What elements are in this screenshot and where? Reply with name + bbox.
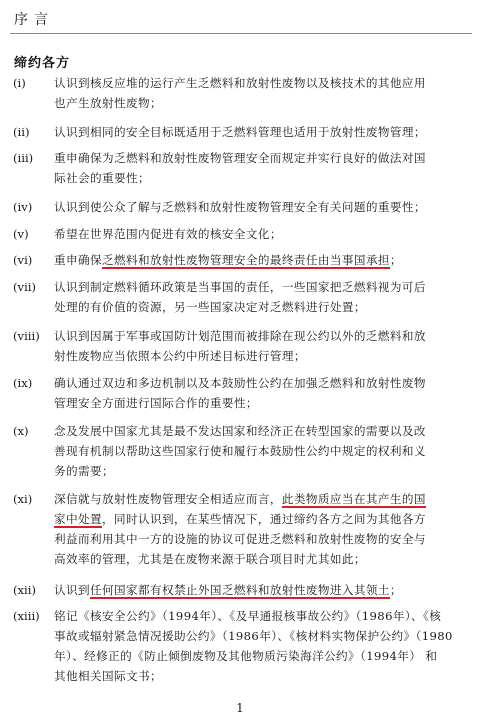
clause-number: (xiii) bbox=[13, 609, 40, 623]
clause-number: (xi) bbox=[13, 492, 33, 506]
clause-number: (iv) bbox=[13, 200, 33, 214]
page-number: 1 bbox=[236, 701, 244, 715]
clause-line: 铭记《核安全公约》（1994年）、《及早通报核事故公约》（1986年）、《核 bbox=[54, 609, 442, 623]
clause-line bbox=[54, 509, 468, 529]
clause-line: 事故或辐射紧急情况援助公约》（1986年）、《核材料实物保护公约》（1980 bbox=[54, 629, 453, 643]
clause-text bbox=[54, 326, 468, 366]
clause-text-plain: 认识到 bbox=[54, 583, 90, 597]
underlined-text: 此类物质应当在其产生的国 bbox=[281, 492, 426, 506]
clause-text bbox=[54, 277, 468, 317]
clause-line: 重申确保为乏燃料和放射性废物管理安全而规定并实行良好的做法对国 bbox=[54, 151, 426, 165]
clause-text-plain: ； bbox=[389, 583, 402, 597]
underlined-text: 乏燃料和放射性废物管理安全的最终责任由当事国承担 bbox=[101, 253, 390, 267]
clause-text-plain: 重申确保 bbox=[54, 253, 102, 267]
clause-line: 处理的有价值的资源，另一些国家决定对乏燃料进行处置； bbox=[54, 300, 366, 314]
section-heading: 缔约各方 bbox=[14, 56, 71, 71]
clause-text bbox=[54, 489, 468, 569]
clause-line: 也产生放射性废物； bbox=[54, 96, 162, 110]
clause-text bbox=[54, 224, 468, 244]
clause-number: (v) bbox=[13, 227, 29, 241]
clause-number: (i) bbox=[13, 76, 26, 90]
header-rule bbox=[10, 33, 472, 34]
clause-line: 其他相关国际文书； bbox=[54, 669, 162, 683]
clause-number: (vi) bbox=[13, 253, 33, 267]
clause-line bbox=[54, 250, 468, 270]
clause-number: (xii) bbox=[13, 583, 37, 597]
clause-number: (ix) bbox=[13, 376, 33, 390]
page-title: 序言 bbox=[14, 12, 54, 28]
clause-line: 管理安全方面进行国际合作的重要性； bbox=[54, 396, 258, 410]
clause-line: 认识到制定燃料循环政策是当事国的责任，一些国家把乏燃料视为可后 bbox=[54, 280, 426, 294]
clause-line bbox=[54, 489, 468, 509]
clause-line: 念及发展中国家尤其是最不发达国家和经济正在转型国家的需要以及改 bbox=[54, 424, 426, 438]
clause-text-plain: 深信就与放射性废物管理安全相适应而言， bbox=[54, 492, 282, 506]
clause-number: (x) bbox=[13, 424, 29, 438]
clause-text-plain: ； bbox=[389, 253, 402, 267]
clause-line: 际社会的重要性； bbox=[54, 171, 150, 185]
clause-text bbox=[54, 421, 468, 481]
clause-number: (viii) bbox=[13, 329, 40, 343]
clause-line bbox=[54, 580, 468, 600]
clause-line: 利益而利用其中一方的设施的协议可促进乏燃料和放射性废物的安全与 bbox=[54, 532, 426, 546]
clause-line: 高效率的管理，尤其是在废物来源于联合项目时尤其如此； bbox=[54, 552, 366, 566]
clause-text bbox=[54, 197, 468, 217]
clause-line: 认识到相同的安全目标既适用于乏燃料管理也适用于放射性废物管理； bbox=[54, 125, 426, 139]
underlined-text: 任何国家都有权禁止外国乏燃料和放射性废物进入其领土 bbox=[89, 583, 390, 597]
clause-text bbox=[54, 122, 468, 142]
clause-text bbox=[54, 606, 468, 686]
clause-line: 善现有机制以帮助这些国家行使和履行本鼓励性公约中规定的权利和义 bbox=[54, 444, 426, 458]
clause-text bbox=[54, 373, 468, 413]
clause-line: 希望在世界范围内促进有效的核安全文化； bbox=[54, 227, 282, 241]
clause-line: 射性废物应当依照本公约中所述目标进行管理； bbox=[54, 349, 306, 363]
clause-text bbox=[54, 73, 468, 113]
underlined-text: 家中处置 bbox=[54, 512, 102, 526]
clause-number: (iii) bbox=[13, 151, 34, 165]
clause-number: (ii) bbox=[13, 125, 30, 139]
clause-line: 年）、经修正的《防止倾倒废物及其他物质污染海洋公约》（1994年） 和 bbox=[54, 649, 438, 663]
clause-line: 认识到因属于军事或国防计划范围而被排除在现公约以外的乏燃料和放 bbox=[54, 329, 426, 343]
clause-line: 确认通过双边和多边机制以及本鼓励性公约在加强乏燃料和放射性废物 bbox=[54, 376, 426, 390]
clause-text-plain: ，同时认识到，在某些情况下，通过缔约各方之间为其他各方 bbox=[101, 512, 426, 526]
clause-line: 认识到核反应堆的运行产生乏燃料和放射性废物以及核技术的其他应用 bbox=[54, 76, 426, 90]
clause-text bbox=[54, 250, 468, 270]
clause-line: 认识到使公众了解与乏燃料和放射性废物管理安全有关问题的重要性； bbox=[54, 200, 426, 214]
clause-line: 务的需要； bbox=[54, 464, 114, 478]
clause-text bbox=[54, 580, 468, 600]
clause-text bbox=[54, 148, 468, 188]
clause-number: (vii) bbox=[13, 280, 37, 294]
